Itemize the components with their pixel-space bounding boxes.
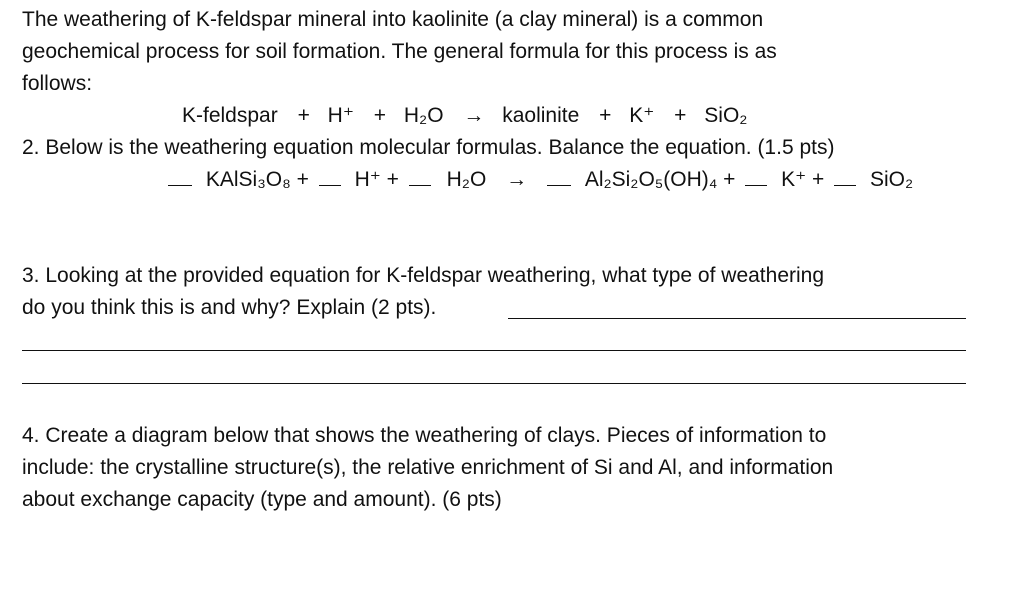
- intro-line-3: follows:: [22, 72, 93, 95]
- general-equation: [182, 100, 747, 132]
- q4-line-3: about exchange capacity (type and amount). (6 pts): [22, 488, 502, 511]
- arrow-icon: →: [463, 104, 485, 127]
- q4-line-2: include: the crystalline structure(s), the relative enrichment of Si and Al, and information: [22, 456, 834, 479]
- answer-line[interactable]: [22, 383, 966, 384]
- answer-line[interactable]: [508, 318, 966, 319]
- coefficient-blank[interactable]: [547, 165, 571, 186]
- term-h-ion: H⁺ +: [354, 168, 399, 191]
- coefficient-blank[interactable]: [745, 165, 767, 186]
- term-water: H₂O: [446, 168, 487, 191]
- diagram-area[interactable]: [22, 520, 966, 590]
- arrow-icon: →: [506, 168, 528, 191]
- coefficient-blank[interactable]: [834, 165, 856, 186]
- term-k-ion: K⁺ +: [781, 168, 825, 191]
- q3-line-2: do you think this is and why? Explain (2 pts).: [22, 296, 437, 319]
- term-kalsi3o8: KAlSi₃O₈ +: [205, 168, 309, 191]
- q2-prompt: 2. Below is the weathering equation molecular formulas. Balance the equation. (1.5 pts): [22, 136, 835, 159]
- term-kaolinite-formula: Al₂Si₂O₅(OH)₄ +: [584, 168, 736, 191]
- equation-kfeldspar: K-feldspar: [182, 104, 278, 127]
- coefficient-blank[interactable]: [168, 165, 192, 186]
- equation-plus: +: [373, 104, 387, 127]
- q3-line-1: 3. Looking at the provided equation for K-feldspar weathering, what type of weathering: [22, 264, 825, 287]
- q4-line-1: 4. Create a diagram below that shows the weathering of clays. Pieces of information to: [22, 424, 827, 447]
- equation-plus: +: [599, 104, 612, 127]
- coefficient-blank[interactable]: [319, 165, 341, 186]
- equation-water: H₂O: [403, 104, 444, 127]
- equation-h-ion: H⁺: [327, 104, 354, 127]
- term-silica: SiO₂: [870, 168, 914, 191]
- balance-equation: [168, 164, 913, 196]
- answer-line[interactable]: [22, 350, 966, 351]
- equation-plus: +: [297, 104, 310, 127]
- intro-line-1: The weathering of K-feldspar mineral into kaolinite (a clay mineral) is a common: [22, 8, 764, 31]
- equation-plus: +: [674, 104, 687, 127]
- equation-k-ion: K⁺: [629, 104, 655, 127]
- equation-kaolinite: kaolinite: [502, 104, 580, 127]
- equation-silica: SiO₂: [704, 104, 748, 127]
- coefficient-blank[interactable]: [409, 165, 431, 186]
- intro-line-2: geochemical process for soil formation. The general formula for this process is as: [22, 40, 777, 63]
